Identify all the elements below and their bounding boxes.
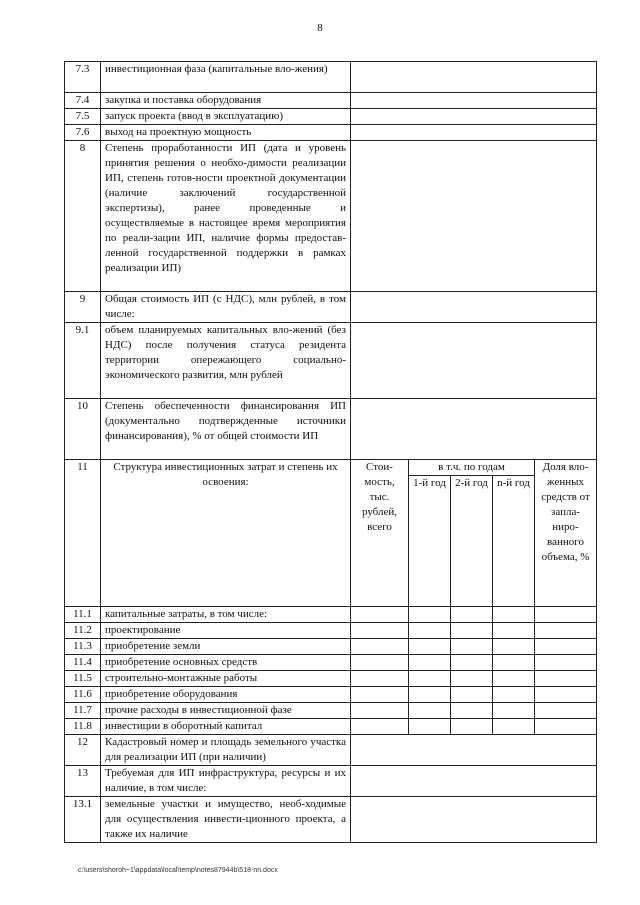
cell-year-1[interactable] <box>409 687 451 703</box>
row-number: 11.8 <box>65 719 101 735</box>
cell-year-1[interactable] <box>409 671 451 687</box>
value-cell[interactable] <box>351 125 597 141</box>
cell-year-n[interactable] <box>493 687 535 703</box>
row-label: земельные участки и имущество, необ-ходимые для осуществления инвести-ционного проекта, а также их наличие <box>101 797 351 843</box>
table-row <box>65 292 597 323</box>
column-header-year-n: n-й год <box>493 476 535 607</box>
row-label: приобретение оборудования <box>101 687 351 703</box>
cell-share[interactable] <box>535 703 597 719</box>
table-row <box>65 735 597 766</box>
cell-year-2[interactable] <box>451 655 493 671</box>
row-number: 8 <box>65 141 101 292</box>
cell-share[interactable] <box>535 671 597 687</box>
cell-total[interactable] <box>351 607 409 623</box>
cell-total[interactable] <box>351 719 409 735</box>
cell-share[interactable] <box>535 623 597 639</box>
table-row <box>65 703 597 719</box>
table-row <box>65 399 597 460</box>
row-number: 11.1 <box>65 607 101 623</box>
row-label: приобретение основных средств <box>101 655 351 671</box>
row-label: закупка и поставка оборудования <box>101 93 351 109</box>
value-cell[interactable] <box>351 323 597 399</box>
column-header-share: Доля вло-женных средств от запла-ниро-ванного объема, % <box>535 460 597 607</box>
cell-year-n[interactable] <box>493 703 535 719</box>
cell-total[interactable] <box>351 623 409 639</box>
cell-year-n[interactable] <box>493 623 535 639</box>
row-label: инвестиционная фаза (капитальные вло-жения) <box>101 62 351 93</box>
row-number: 13.1 <box>65 797 101 843</box>
column-header-by-years: в т.ч. по годам <box>409 460 535 476</box>
structure-title: Структура инвестиционных затрат и степень их освоения: <box>101 460 351 607</box>
table-row <box>65 766 597 797</box>
table-row <box>65 125 597 141</box>
cell-year-2[interactable] <box>451 639 493 655</box>
cell-year-2[interactable] <box>451 623 493 639</box>
cell-share[interactable] <box>535 687 597 703</box>
row-number: 9.1 <box>65 323 101 399</box>
table-row <box>65 671 597 687</box>
cell-year-n[interactable] <box>493 655 535 671</box>
structure-header-row <box>65 460 597 476</box>
row-number: 7.5 <box>65 109 101 125</box>
cell-year-n[interactable] <box>493 719 535 735</box>
cell-year-1[interactable] <box>409 655 451 671</box>
row-number: 11.2 <box>65 623 101 639</box>
row-label: объем планируемых капитальных вло-жений (без НДС) после получения статуса резидента территории опережающего социально-экономического развития, млн рублей <box>101 323 351 399</box>
row-label: приобретение земли <box>101 639 351 655</box>
value-cell[interactable] <box>351 109 597 125</box>
row-label: Общая стоимость ИП (с НДС), млн рублей, в том числе: <box>101 292 351 323</box>
row-label: Степень обеспеченности финансирования ИП (документально подтвержденные источники финансирования), % от общей стоимости ИП <box>101 399 351 460</box>
table-row <box>65 655 597 671</box>
row-label: проектирование <box>101 623 351 639</box>
value-cell[interactable] <box>351 93 597 109</box>
row-label: Требуемая для ИП инфраструктура, ресурсы и их наличие, в том числе: <box>101 766 351 797</box>
value-cell[interactable] <box>351 62 597 93</box>
cell-year-2[interactable] <box>451 719 493 735</box>
row-label: строительно-монтажные работы <box>101 671 351 687</box>
row-label: капитальные затраты, в том числе: <box>101 607 351 623</box>
cell-total[interactable] <box>351 655 409 671</box>
value-cell[interactable] <box>351 766 597 797</box>
column-header-year-2: 2-й год <box>451 476 493 607</box>
row-number: 11.6 <box>65 687 101 703</box>
value-cell[interactable] <box>351 797 597 843</box>
table-row <box>65 109 597 125</box>
row-number: 12 <box>65 735 101 766</box>
cell-total[interactable] <box>351 639 409 655</box>
row-number: 7.3 <box>65 62 101 93</box>
table-row <box>65 141 597 292</box>
row-number: 13 <box>65 766 101 797</box>
value-cell[interactable] <box>351 141 597 292</box>
investment-project-form-table <box>64 61 597 843</box>
cell-share[interactable] <box>535 607 597 623</box>
value-cell[interactable] <box>351 292 597 323</box>
table-row <box>65 797 597 843</box>
row-number: 11.7 <box>65 703 101 719</box>
cell-year-n[interactable] <box>493 639 535 655</box>
table-row <box>65 639 597 655</box>
cell-year-1[interactable] <box>409 607 451 623</box>
table-row <box>65 607 597 623</box>
cell-share[interactable] <box>535 639 597 655</box>
value-cell[interactable] <box>351 735 597 766</box>
table-row <box>65 719 597 735</box>
row-label: инвестиции в оборотный капитал <box>101 719 351 735</box>
cell-share[interactable] <box>535 655 597 671</box>
cell-year-1[interactable] <box>409 703 451 719</box>
row-label: Кадастровый номер и площадь земельного участка для реализации ИП (при наличии) <box>101 735 351 766</box>
row-label: запуск проекта (ввод в эксплуатацию) <box>101 109 351 125</box>
cell-year-1[interactable] <box>409 623 451 639</box>
row-number: 7.4 <box>65 93 101 109</box>
row-number: 7.6 <box>65 125 101 141</box>
row-number: 11.3 <box>65 639 101 655</box>
row-number: 11.5 <box>65 671 101 687</box>
cell-share[interactable] <box>535 719 597 735</box>
row-label: прочие расходы в инвестиционной фазе <box>101 703 351 719</box>
cell-year-2[interactable] <box>451 687 493 703</box>
page-number: 8 <box>317 22 323 34</box>
document-file-path: c:\users\shoroh~1\appdata\local\temp\notes87944b\518-nn.docx <box>78 867 278 874</box>
column-header-total-cost: Стои-мость, тыс. рублей, всего <box>351 460 409 607</box>
cell-year-1[interactable] <box>409 639 451 655</box>
row-number: 11 <box>65 460 101 607</box>
cell-year-2[interactable] <box>451 671 493 687</box>
cell-year-1[interactable] <box>409 719 451 735</box>
cell-year-2[interactable] <box>451 607 493 623</box>
row-number: 9 <box>65 292 101 323</box>
table-row <box>65 93 597 109</box>
cell-year-n[interactable] <box>493 607 535 623</box>
row-label: выход на проектную мощность <box>101 125 351 141</box>
value-cell[interactable] <box>351 399 597 460</box>
cell-year-n[interactable] <box>493 671 535 687</box>
table-row <box>65 687 597 703</box>
row-label: Степень проработанности ИП (дата и уровень принятия решения о необхо-димости реализации ИП, степень готов-ности проектной документации (наличие заключений государственной экспертизы), ранее проведенные и осуществляемые в настоящее время мероприятия по реали-зации ИП, наличие формы предостав-ленной государственной поддержки в рамках реализации ИП) <box>101 141 351 292</box>
cell-total[interactable] <box>351 703 409 719</box>
table-row <box>65 323 597 399</box>
table-row <box>65 623 597 639</box>
cell-total[interactable] <box>351 687 409 703</box>
column-header-year-1: 1-й год <box>409 476 451 607</box>
row-number: 10 <box>65 399 101 460</box>
cell-year-2[interactable] <box>451 703 493 719</box>
table-row <box>65 62 597 93</box>
cell-total[interactable] <box>351 671 409 687</box>
row-number: 11.4 <box>65 655 101 671</box>
